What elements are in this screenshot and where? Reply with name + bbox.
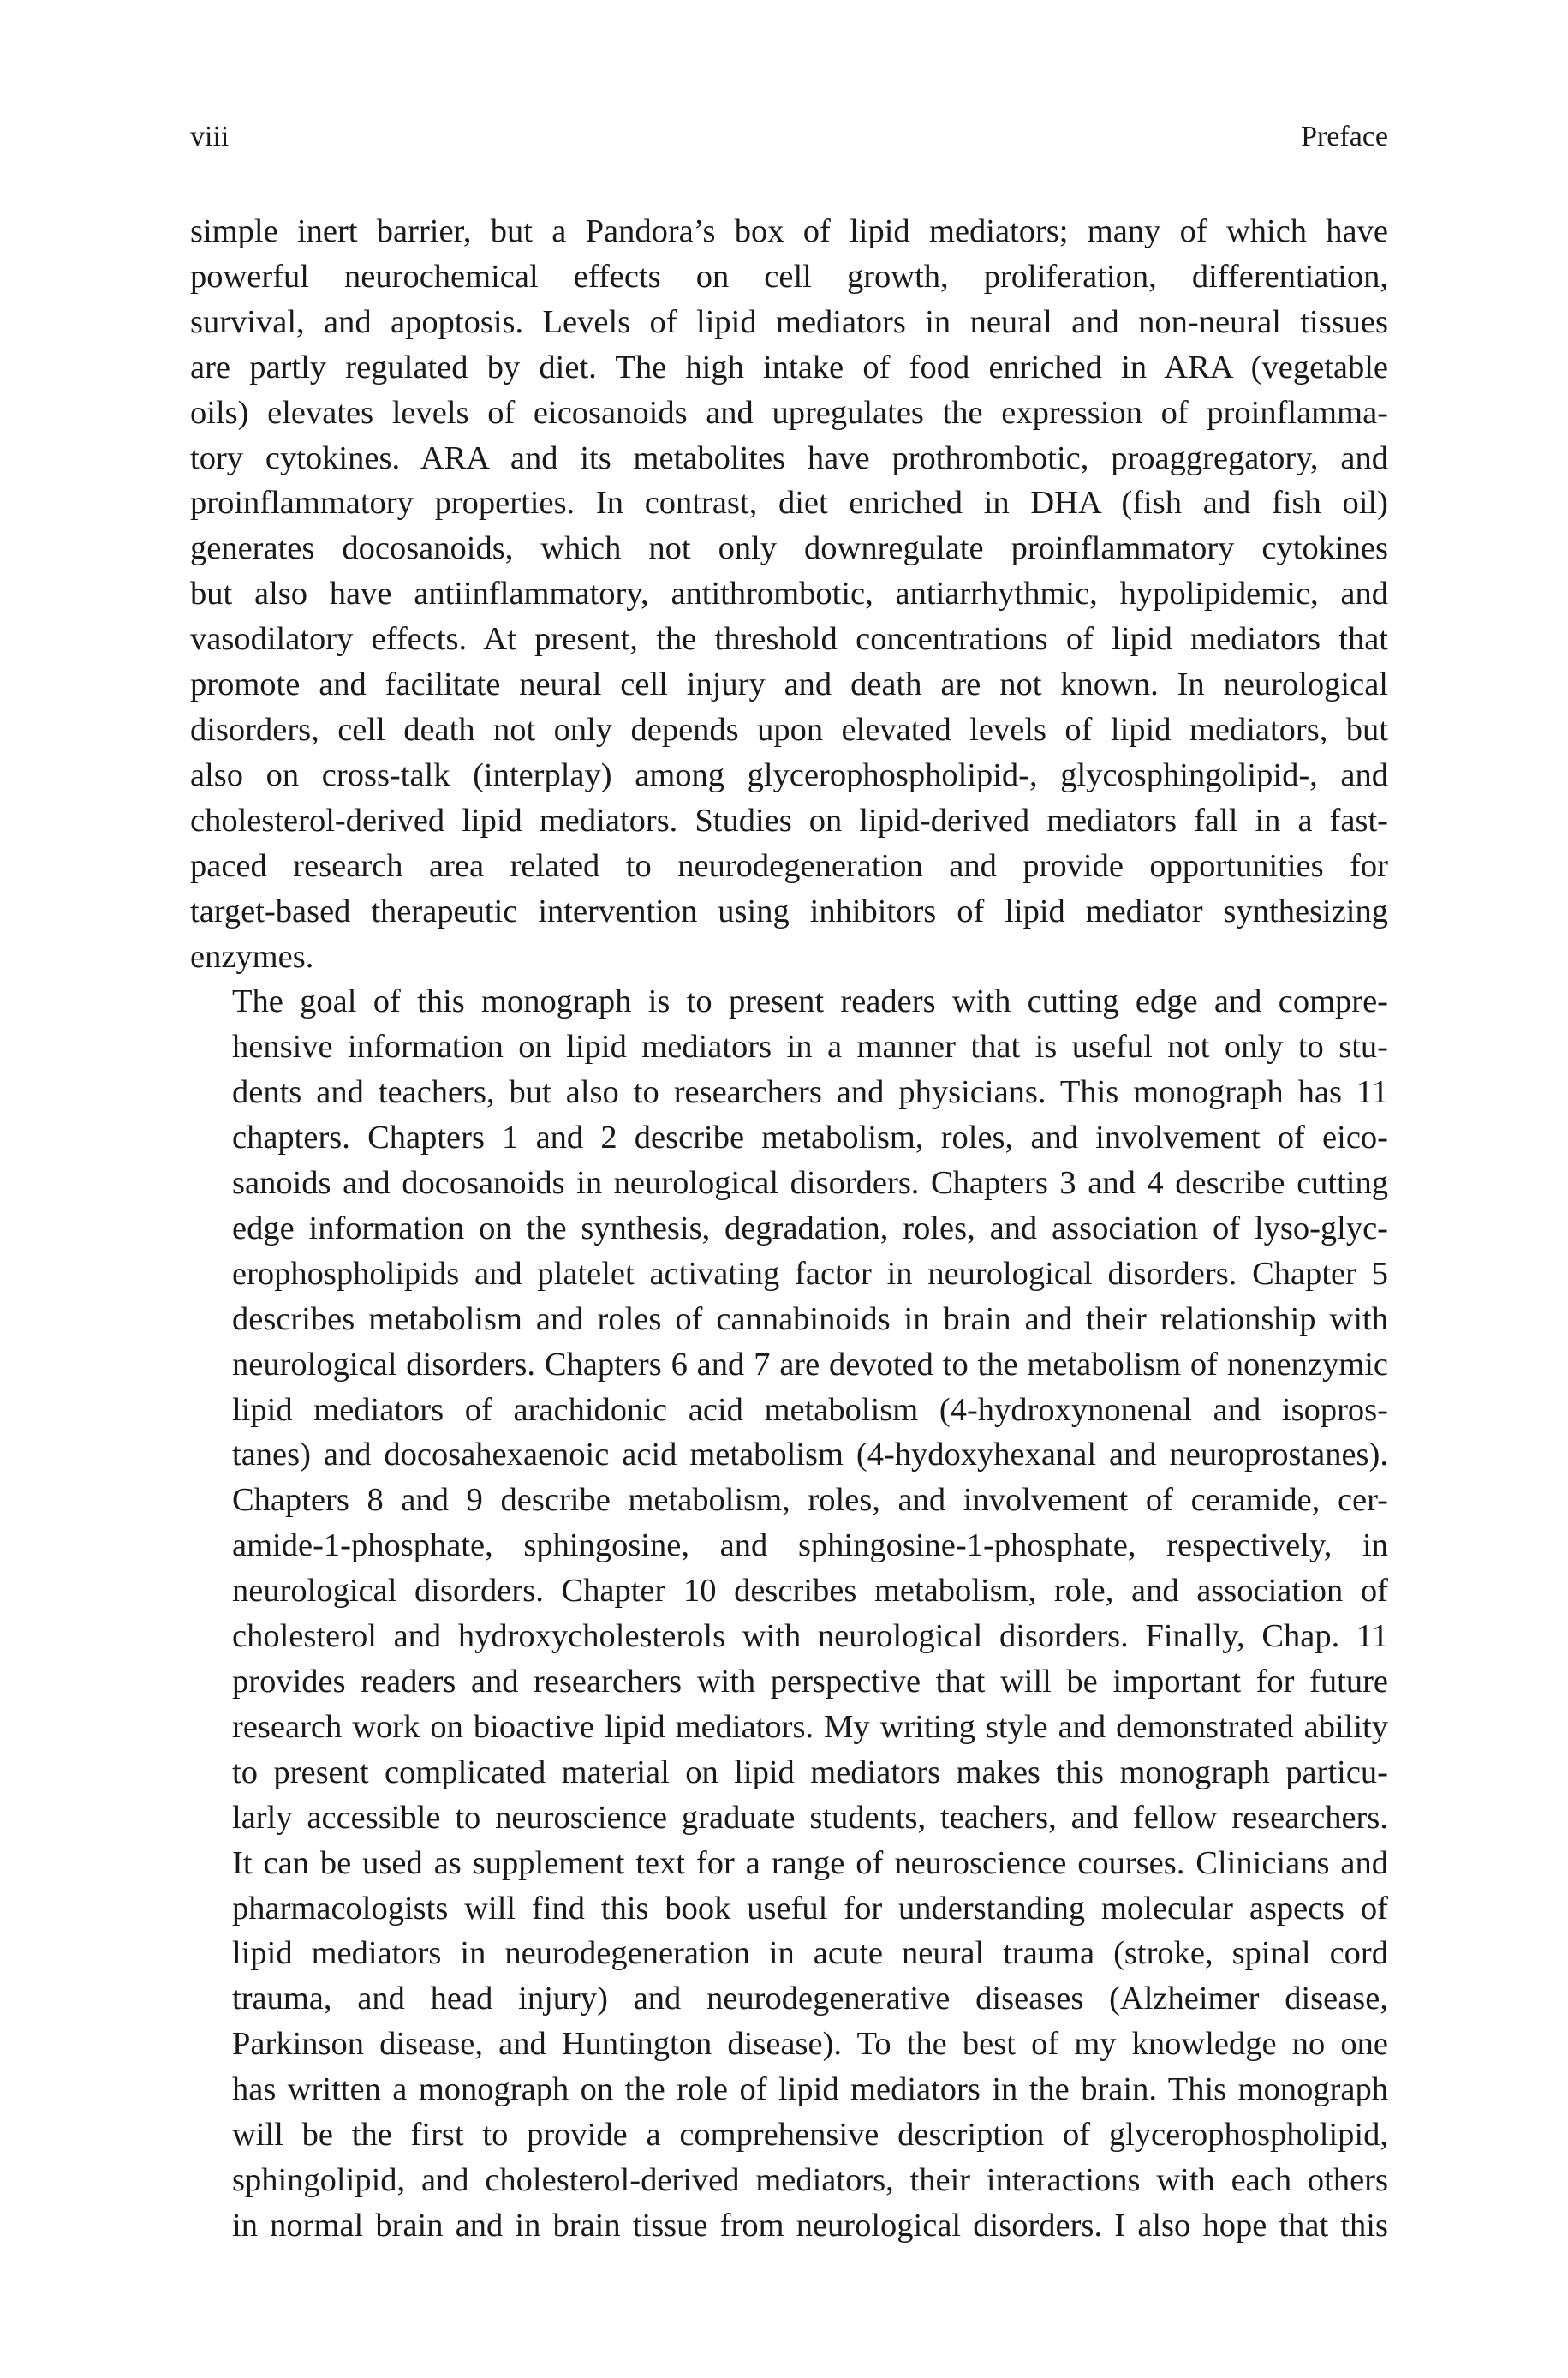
text-line: provides readers and researchers with perspective that will be important for future (232, 1664, 1388, 1700)
text-line: powerful neurochemical effects on cell growth, proliferation, differentiation, (190, 258, 1388, 295)
text-line: trauma, and head injury) and neurodegenerative diseases (Alzheimer disease, (232, 1981, 1388, 2017)
running-head (190, 120, 1388, 154)
text-line: to present complicated material on lipid mediators makes this monograph particu- (232, 1754, 1388, 1790)
text-line: vasodilatory effects. At present, the threshold concentrations of lipid mediators that (190, 621, 1388, 658)
text-line: larly accessible to neuroscience graduate students, teachers, and fellow researchers. (232, 1799, 1388, 1836)
text-line: oils) elevates levels of eicosanoids and upregulates the expression of proinflamma- (190, 394, 1388, 431)
text-line: dents and teachers, but also to researchers and physicians. This monograph has 11 (232, 1074, 1388, 1111)
text-line: cholesterol and hydroxycholesterols with neurological disorders. Finally, Chap. 11 (232, 1618, 1388, 1655)
text-line: also on cross-talk (interplay) among glycerophospholipid-, glycosphingolipid-, and (190, 756, 1388, 793)
text-line: neurological disorders. Chapters 6 and 7 are devoted to the metabolism of nonenzymic (232, 1346, 1388, 1383)
section-title: Preface (1301, 121, 1388, 152)
text-line: simple inert barrier, but a Pandora’s box of lipid mediators; many of which have (190, 213, 1388, 249)
document-page (190, 120, 1388, 2249)
text-line: sphingolipid, and cholesterol-derived mediators, their interactions with each others (232, 2161, 1388, 2198)
text-line: disorders, cell death not only depends upon elevated levels of lipid mediators, but (190, 711, 1388, 748)
text-line: cholesterol-derived lipid mediators. Studies on lipid-derived mediators fall in a fast- (190, 802, 1388, 839)
page-number: viii (190, 121, 230, 152)
text-line: The goal of this monograph is to present readers with cutting edge and compre- (232, 983, 1388, 1020)
text-line: Parkinson disease, and Huntington disease). To the best of my knowledge no one (232, 2026, 1388, 2063)
text-line: describes metabolism and roles of cannabinoids in brain and their relationship with (232, 1300, 1388, 1337)
text-line: lipid mediators in neurodegeneration in acute neural trauma (stroke, spinal cord (232, 1935, 1388, 1972)
text-line: tory cytokines. ARA and its metabolites have prothrombotic, proaggregatory, and (190, 439, 1388, 476)
text-line: sanoids and docosanoids in neurological disorders. Chapters 3 and 4 describe cutting (232, 1165, 1388, 1202)
text-line: are partly regulated by diet. The high intake of food enriched in ARA (vegetable (190, 349, 1388, 385)
text-line: tanes) and docosahexaenoic acid metabolism (4-hydoxyhexanal and neuroprostanes). (232, 1437, 1388, 1473)
text-line: proinflammatory properties. In contrast, diet enriched in DHA (fish and fish oil) (190, 485, 1388, 522)
text-line: enzymes. (190, 938, 314, 975)
body-text (190, 209, 1388, 2249)
text-line: hensive information on lipid mediators in a manner that is useful not only to stu- (232, 1029, 1388, 1066)
text-line: It can be used as supplement text for a range of neuroscience courses. Clinicians and (232, 1844, 1388, 1881)
text-line: promote and facilitate neural cell injury and death are not known. In neurological (190, 666, 1388, 703)
text-line: Chapters 8 and 9 describe metabolism, roles, and involvement of ceramide, cer- (232, 1482, 1388, 1519)
text-line: paced research area related to neurodegeneration and provide opportunities for (190, 847, 1388, 884)
text-line: edge information on the synthesis, degradation, roles, and association of lyso-glyc- (232, 1210, 1388, 1246)
text-line: neurological disorders. Chapter 10 describes metabolism, role, and association of (232, 1573, 1388, 1610)
text-line: erophospholipids and platelet activating factor in neurological disorders. Chapter 5 (232, 1255, 1388, 1292)
text-line: pharmacologists will find this book useful for understanding molecular aspects of (232, 1890, 1388, 1927)
text-line: target-based therapeutic intervention using inhibitors of lipid mediator synthesizing (190, 893, 1388, 929)
paragraph-2 (190, 979, 1388, 2248)
text-line: generates docosanoids, which not only downregulate proinflammatory cytokines (190, 530, 1388, 567)
paragraph-1 (190, 209, 1388, 979)
text-line: research work on bioactive lipid mediators. My writing style and demonstrated ability (232, 1708, 1388, 1745)
text-line: will be the first to provide a comprehensive description of glycerophospholipid, (232, 2117, 1388, 2154)
text-line: survival, and apoptosis. Levels of lipid mediators in neural and non-neural tissues (190, 303, 1388, 340)
text-line: but also have antiinflammatory, antithrombotic, antiarrhythmic, hypolipidemic, and (190, 576, 1388, 612)
text-line: lipid mediators of arachidonic acid metabolism (4-hydroxynonenal and isopros- (232, 1391, 1388, 1428)
text-line: chapters. Chapters 1 and 2 describe metabolism, roles, and involvement of eico- (232, 1120, 1388, 1156)
text-line: amide-1-phosphate, sphingosine, and sphingosine-1-phosphate, respectively, in (232, 1527, 1388, 1564)
text-line: has written a monograph on the role of lipid mediators in the brain. This monograph (232, 2071, 1388, 2108)
text-line: in normal brain and in brain tissue from neurological disorders. I also hope that this (232, 2207, 1388, 2244)
